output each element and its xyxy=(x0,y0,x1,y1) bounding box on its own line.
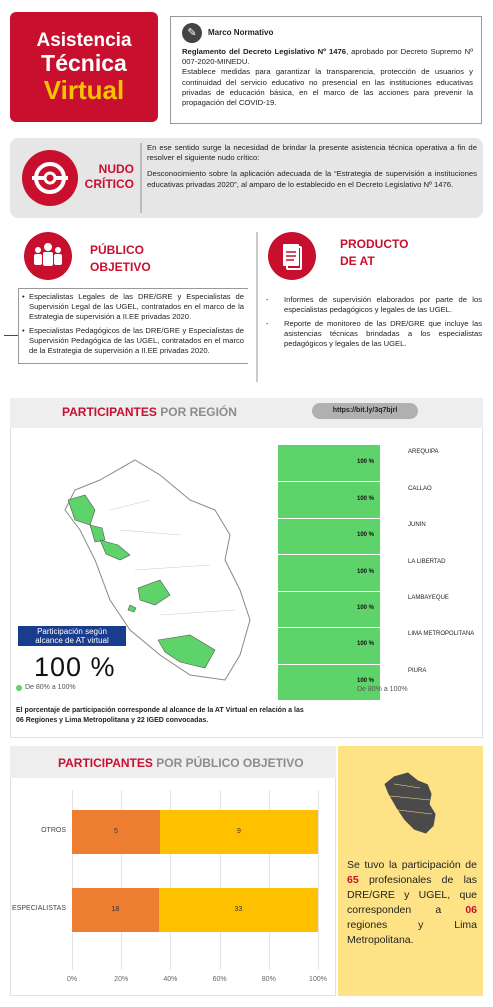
bar-separator xyxy=(278,518,380,519)
summary-t2: profesionales de las DRE/GRE y UGEL, que corresponden a xyxy=(347,874,477,916)
region-label: AREQUIPA xyxy=(408,449,439,456)
list-item: - Informes de supervisión elaborados por parte de los especialistas pedagógicos y legales de las UGEL. xyxy=(266,295,482,315)
region-label: LAMBAYEQUE xyxy=(408,594,449,601)
bar-value-label: 100 % xyxy=(356,604,374,611)
bar-segment: 33 xyxy=(159,888,318,932)
nudo-text xyxy=(147,143,477,190)
marco-law-rest: , aprobado por Decreto Supremo Nº 007-2020-MINEDU. xyxy=(182,47,474,67)
list-item: • Especialistas Legales de las DRE/GRE y Especialistas de Supervisión Legal de las UGEL, contratados en el marco de la Estrategia de supervisión a II.EE privadas 2020. xyxy=(29,292,244,322)
legend-text: De 80% a 100% xyxy=(25,684,76,691)
x-tick-label: 100% xyxy=(309,976,327,983)
x-tick-label: 40% xyxy=(163,976,178,983)
participation-pct: 100 % xyxy=(34,652,116,682)
po-title-red: PARTICIPANTES xyxy=(58,756,153,770)
peru-map-icon xyxy=(380,770,440,836)
producto-title-l1: PRODUCTO xyxy=(340,237,409,251)
grid-line xyxy=(318,790,319,970)
region-note: El porcentaje de participación corresponde al alcance de la AT Virtual en relación a las 06 Regiones y Lima Metropolitana y 22 IGED convocadas. xyxy=(16,707,304,724)
po-title-gray: POR PÚBLICO OBJETIVO xyxy=(156,756,304,770)
x-tick-label: 0% xyxy=(66,976,78,983)
bar-segment: 9 xyxy=(160,810,318,854)
pencil-icon: ✎ xyxy=(182,23,202,43)
bar-separator xyxy=(278,664,380,665)
nudo-p1: En ese sentido surge la necesidad de brindar la presente asistencia técnica operativa a fin de resolver el siguiente nudo crítico: xyxy=(147,143,477,163)
document-icon xyxy=(268,232,316,280)
producto-title-l2: DE AT xyxy=(340,254,375,268)
producto-list xyxy=(266,295,482,353)
bar-value-label: 100 % xyxy=(356,641,374,648)
region-bar-chart xyxy=(278,445,380,700)
po-panel xyxy=(10,746,336,996)
summary-n2: 06 xyxy=(465,904,477,916)
region-title-gray: POR REGIÓN xyxy=(160,405,237,419)
summary-n1: 65 xyxy=(347,874,359,886)
x-tick-label: 60% xyxy=(212,976,227,983)
publico-title xyxy=(90,242,151,276)
legend-dot xyxy=(348,687,354,693)
po-title xyxy=(58,756,304,770)
nudo-title-l2: CRÍTICO xyxy=(84,177,134,191)
accent-line xyxy=(4,335,18,336)
category-label: ESPECIALISTAS xyxy=(12,905,66,912)
knot-icon xyxy=(22,150,78,206)
divider xyxy=(140,143,142,213)
bar-value-label: 100 % xyxy=(356,568,374,575)
participation-label xyxy=(18,626,126,646)
brand-block xyxy=(10,12,158,122)
bar-segment: 5 xyxy=(72,810,160,854)
bar-value-label: 100 % xyxy=(356,495,374,502)
bar-separator xyxy=(278,627,380,628)
nudo-p2: Desconocimiento sobre la aplicación adecuada de la “Estrategia de supervisión a instituciones educativas privadas 2020”, al amparo de lo establecido en el Decreto Legislativo Nº 1476. xyxy=(147,169,477,189)
bar-segment: 18 xyxy=(72,888,159,932)
marco-law: Reglamento del Decreto Legislativo Nº 1476 xyxy=(182,47,347,56)
summary-t3: regiones y Lima Metropolitana. xyxy=(347,919,477,946)
bar-separator xyxy=(278,481,380,482)
region-label: CALLAO xyxy=(408,485,432,492)
region-link[interactable]: https://bit.ly/3q7bjrl xyxy=(312,403,418,419)
region-title xyxy=(62,405,237,419)
participation-label-l2: alcance de AT virtual xyxy=(35,636,109,645)
legend-dot xyxy=(16,685,22,691)
map-legend xyxy=(16,684,76,691)
bar-value-label: 100 % xyxy=(356,532,374,539)
x-tick-label: 20% xyxy=(114,976,129,983)
producto-title xyxy=(340,236,408,270)
marco-title: Marco Normativo xyxy=(208,27,274,37)
publico-title-l1: PÚBLICO xyxy=(90,243,144,257)
marco-body: Establece medidas para garantizar la transparencia, protección de usuarios y continuidad del servicio educativo no presencial en las instituciones educativas privadas de educación básica, en el marco de las acciones para prevenir la propagación del COVID-19. xyxy=(182,67,473,108)
bar-value-label: 100 % xyxy=(356,459,374,466)
nudo-title-l1: NUDO xyxy=(98,162,134,176)
region-label: PIURA xyxy=(408,667,427,674)
brand-line-3: Virtual xyxy=(43,75,125,105)
brand-line-2: Técnica xyxy=(41,50,127,76)
list-item: • Especialistas Pedagógicos de las DRE/GRE y Especialistas de Supervisión Pedagógica de las UGEL, contratados en el marco de la Estrategia de supervisión a II.EE privadas 2020. xyxy=(29,326,244,356)
publico-list xyxy=(18,288,248,364)
bar-separator xyxy=(278,554,380,555)
brand-line-1: Asistencia xyxy=(36,30,132,51)
x-tick-label: 80% xyxy=(261,976,276,983)
publico-title-l2: OBJETIVO xyxy=(90,260,151,274)
list-item: - Reporte de monitoreo de las DRE/GRE que incluye las asistencias técnicas brindadas a los especialistas pedagógicos y legales de las UGEL. xyxy=(266,319,482,349)
bar-value-label: 100 % xyxy=(356,677,374,684)
legend-text: De 80% a 100% xyxy=(357,686,408,693)
bars-legend xyxy=(348,686,408,693)
region-label: LA LIBERTAD xyxy=(408,558,446,565)
region-label: JUNIN xyxy=(408,522,426,529)
group-icon xyxy=(24,232,72,280)
region-names xyxy=(408,445,488,700)
region-title-red: PARTICIPANTES xyxy=(62,405,157,419)
category-label: OTROS xyxy=(41,827,66,834)
participation-label-l1: Participación según xyxy=(37,627,107,636)
region-label: LIMA METROPOLITANA xyxy=(408,631,475,638)
divider xyxy=(256,232,258,382)
summary-text xyxy=(347,858,477,948)
bar-separator xyxy=(278,591,380,592)
summary-t1: Se tuvo la participación de xyxy=(347,859,477,871)
nudo-title xyxy=(84,162,134,192)
marco-normativo-box xyxy=(170,16,482,124)
